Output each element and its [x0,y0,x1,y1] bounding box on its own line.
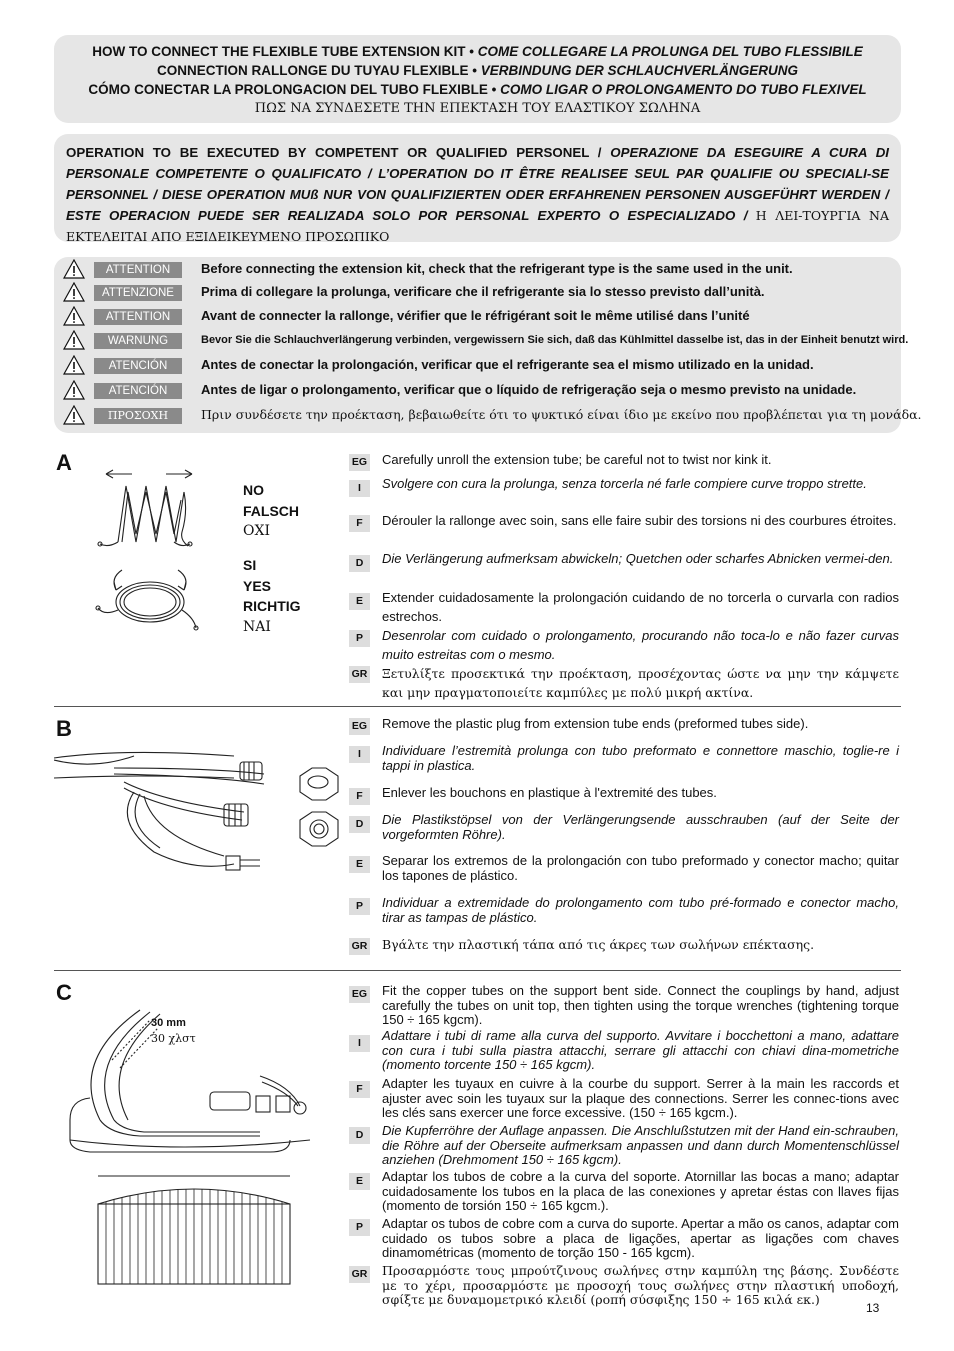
lang-tag: GR [349,1266,370,1283]
no-labels: NO FALSCH ΟΧΙ [243,482,299,539]
instruction-text: Adaptar os tubos de cobre com a curva do suporte. Apertar a mão os canos, adaptar com cuidado os tubos sobre a placa de ligações, apertar as ligações com chaves dinamométricas (momento de torção 150 - 165 kgcm). [382,1216,899,1260]
instruction-text: Ξετυλίξτε προσεκτικά την προέκταση, προσέχοντας ώστε να μην την κάμψετε και μην πραγματοποιείτε καμπύλες με πολύ μικρή ακτίνα. [382,666,899,700]
instruction-text: Individuar a extremidade do prolongamento com tubo pré-formado e conector macho, tirar as tampas de plástico. [382,895,899,925]
warning-label: ATTENZIONE [94,285,182,301]
warning-triangle-icon [63,355,85,375]
lang-tag: D [349,1127,370,1144]
warning-triangle-icon [63,282,85,302]
lang-tag: F [349,1081,370,1098]
instruction-text: Προσαρμόστε τους μπρούτζινους σωλήνες στην καμπύλη της βάσης. Συνδέστε με το χέρι, προσαρμόστε με προσοχή τους σωλήνες στην πλαστική υποδοχή, σφίξτε με δυναμομετρικό κλειδί (ροπή σύσφιξης 150 ÷ 165 κιλά εκ.) [382,1263,899,1307]
section-b-letter: B [56,716,72,741]
instruction-text: Βγάλτε την πλαστική τάπα από τις άκρες των σωλήνων επέκτασης. [382,937,815,952]
lang-tag: GR [349,666,370,683]
title-line-1: HOW TO CONNECT THE FLEXIBLE TUBE EXTENSION KIT • COME COLLEGARE LA PROLUNGA DEL TUBO FLESSIBILE [92,44,863,59]
title-line-3: CÓMO CONECTAR LA PROLONGACION DEL TUBO FLEXIBLE • COMO LIGAR O PROLONGAMENTO DO TUBO FLEXIVEL [88,82,867,97]
lang-tag: GR [349,938,370,955]
warning-triangle-icon [63,306,85,326]
dimension-label: 30 mm 30 χλστ [151,1017,196,1045]
instruction-text: Extender cuidadosamente la prolongación cuidando de no torcerla o curvarla con radios estrechos. [382,590,899,624]
warning-row [54,380,901,402]
lang-tag: I [349,746,370,763]
warning-text: Antes de ligar o prolongamento, verificar que o líquido de refrigeração seja o mesmo previsto na unidade. [201,382,857,397]
section-c-letter: C [56,980,72,1005]
page-number: 13 [866,1301,880,1315]
warning-triangle-icon [63,330,85,350]
warning-label: ATTENTION [94,309,182,325]
instruction-text: Adapter les tuyaux en cuivre à la courbe du support. Serrer à la main les raccords et ajuster avec soin les tuyaux sur la plaque des connections. Serrer les connec-tions avec les clés sans exercer une force excessive. (150 ÷ 165 kgcm.). [382,1076,899,1120]
warning-row [54,355,901,377]
warning-text: Prima di collegare la prolunga, verificare che il refrigerante sia lo stesso previsto dall’unità. [201,284,765,299]
warnings-box [54,257,922,433]
warning-text: Antes de conectar la prolongación, verificar que el refrigerante sea el mismo utilizado en la unidad. [201,357,814,372]
section-a-letter: A [56,450,72,475]
warning-text: Πριν συνδέσετε την προέκταση, βεβαιωθείτε ότι το ψυκτικό είναι ίδιο με εκείνο που προβλέπεται για τη μονάδα. [201,407,922,422]
warning-row [54,259,901,281]
lang-tag: EG [349,454,370,471]
instruction-text: Separar los extremos de la prolongación con tubo preformado y conector macho; quitar los tapones de plástico. [382,853,899,883]
lang-tag: EG [349,718,370,735]
lang-tag: F [349,788,370,805]
lang-tag: F [349,515,370,532]
copper-tube-illustration [60,1000,350,1300]
warning-row [54,282,901,304]
instruction-text: Desenrolar com cuidado o prolongamento, procurando não toca-lo e não fazer curvas muito estreitas com o mesmo. [382,628,899,662]
warning-row [54,306,901,328]
operation-box: OPERATION TO BE EXECUTED BY COMPETENT OR QUALIFIED PERSONEL / OPERAZIONE DA ESEGUIRE A CURA DI PERSONALE COMPETENTE O QUALIFICATO / L’OPERATION DO IT ÊTRE REALISEE SEUL PAR QUALIFIE OU SPECIALI-SE PERSONNEL / DIESE OPERATION MUß NUR VON QUALIFIZIERTEN ODER ERFAHRENEN PERSONEN AUSGEFÜHRT WERDEN / ESTE OPERACION PUEDE SER REALIZADA SOLO POR PERSONAL EXPERTO O ESPECIALIZADO / Η ΛΕΙ-ΤΟΥΡΓΙΑ ΝΑ ΕΚΤΕΛΕΙΤΑΙ ΑΠΟ ΕΞΙΔΕΙΚΕΥΜΕΝΟ ΠΡΟΣΩΠΙΚΟ [54,134,901,242]
instruction-text: Svolgere con cura la prolunga, senza torcerla né farle compiere curve troppo strette. [382,476,867,491]
warning-text: Before connecting the extension kit, check that the refrigerant type is the same used in the unit. [201,261,793,276]
lang-tag: E [349,856,370,873]
instruction-text: Fit the copper tubes on the support bent side. Connect the couplings by hand, adjust carefully the tubes on unit top, then tighten using the torque wrenches (tightening torque 150 ÷ 165 kgcm). [382,983,899,1027]
lang-tag: EG [349,986,370,1003]
lang-tag: P [349,630,370,647]
yes-labels: SI YES RICHTIG ΝΑΙ [243,557,301,635]
warning-label: ΠΡΟΣΟΧΗ [94,408,182,424]
lang-tag: P [349,898,370,915]
lang-tag: I [349,1035,370,1052]
section-divider [54,706,901,707]
warning-label: ATENCIÓN [94,383,182,399]
warning-row [54,330,909,352]
lang-tag: D [349,555,370,572]
instruction-text: Die Kupferröhre der Auflage anpassen. Die Anschlußstutzen mit der Hand ein-schrauben, die Röhre auf der Oberseite aufmerksam anpassen und dann durch Momentenschlüssel anziehen (Drehmoment 150 ÷ 165 kgcm). [382,1123,899,1167]
warning-row [54,405,922,427]
lang-tag: I [349,480,370,497]
lang-tag: D [349,816,370,833]
lang-tag: E [349,593,370,610]
instruction-text: Dérouler la rallonge avec soin, sans elle faire subir des torsions ni des courbures étroites. [382,513,897,528]
tube-ends-illustration [54,748,350,888]
instruction-text: Adattare i tubi di rame alla curva del supporto. Avvitare i bocchettoni a mano, adattare con cura i tubi sulla piastra attacchi, serrare gli attacchi con chiavi dina-mometriche (momento torcente 150 ÷ 165 kgcm). [382,1028,899,1072]
warning-triangle-icon [63,259,85,279]
warning-label: ATTENTION [94,262,182,278]
instruction-text: Adaptar los tubos de cobre a la curva del soporte. Atornillar las bocas a mano; adaptar cuidadosamente los tubos en la placa de las conexiones y apretar éstas con llaves fijas (momento de torsión 150 ÷ 165 kgcm.). [382,1169,899,1213]
title-line-4: ΠΩΣ ΝΑ ΣΥΝΔΕΣΕΤΕ ΤΗΝ ΕΠΕΚΤΑΣΗ ΤΟΥ ΕΛΑΣΤΙΚΟΥ ΣΩΛΗΝΑ [254,101,701,116]
instruction-text: Carefully unroll the extension tube; be careful not to twist nor kink it. [382,452,772,467]
instruction-text: Die Plastikstöpsel von der Verlängerungsende ausschrauben (auf der Seite der vorgeformten Röhre). [382,812,899,842]
warning-text: Bevor Sie die Schlauchverlängerung verbinden, vergewissern Sie sich, daß das Kühlmittel dasselbe ist, das in der Einheit benutzt wird. [201,334,909,346]
warning-label: WARNUNG [94,333,182,349]
warning-text: Avant de connecter la rallonge, vérifier que le réfrigérant soit le même utilisé dans l’unité [201,308,750,323]
instruction-text: Remove the plastic plug from extension tube ends (preformed tubes side). [382,716,809,731]
warning-triangle-icon [63,405,85,425]
warning-triangle-icon [63,380,85,400]
lang-tag: E [349,1173,370,1190]
section-divider [54,970,901,971]
instruction-text: Enlever les bouchons en plastique à l'extremité des tubes. [382,785,717,800]
instruction-text: Die Verlängerung aufmerksam abwickeln; Quetchen oder scharfes Abnicken vermei-den. [382,551,894,566]
title-box [54,35,901,123]
instruction-text: Individuare l’estremità prolunga con tubo preformato e connettore maschio, toglie-re i tappi in plastica. [382,743,899,773]
title-line-2: CONNECTION RALLONGE DU TUYAU FLEXIBLE • VERBINDUNG DER SCHLAUCHVERLÄNGERUNG [156,63,799,78]
tube-unroll-illustration [88,462,218,642]
warning-label: ATENCIÓN [94,358,182,374]
lang-tag: P [349,1219,370,1236]
